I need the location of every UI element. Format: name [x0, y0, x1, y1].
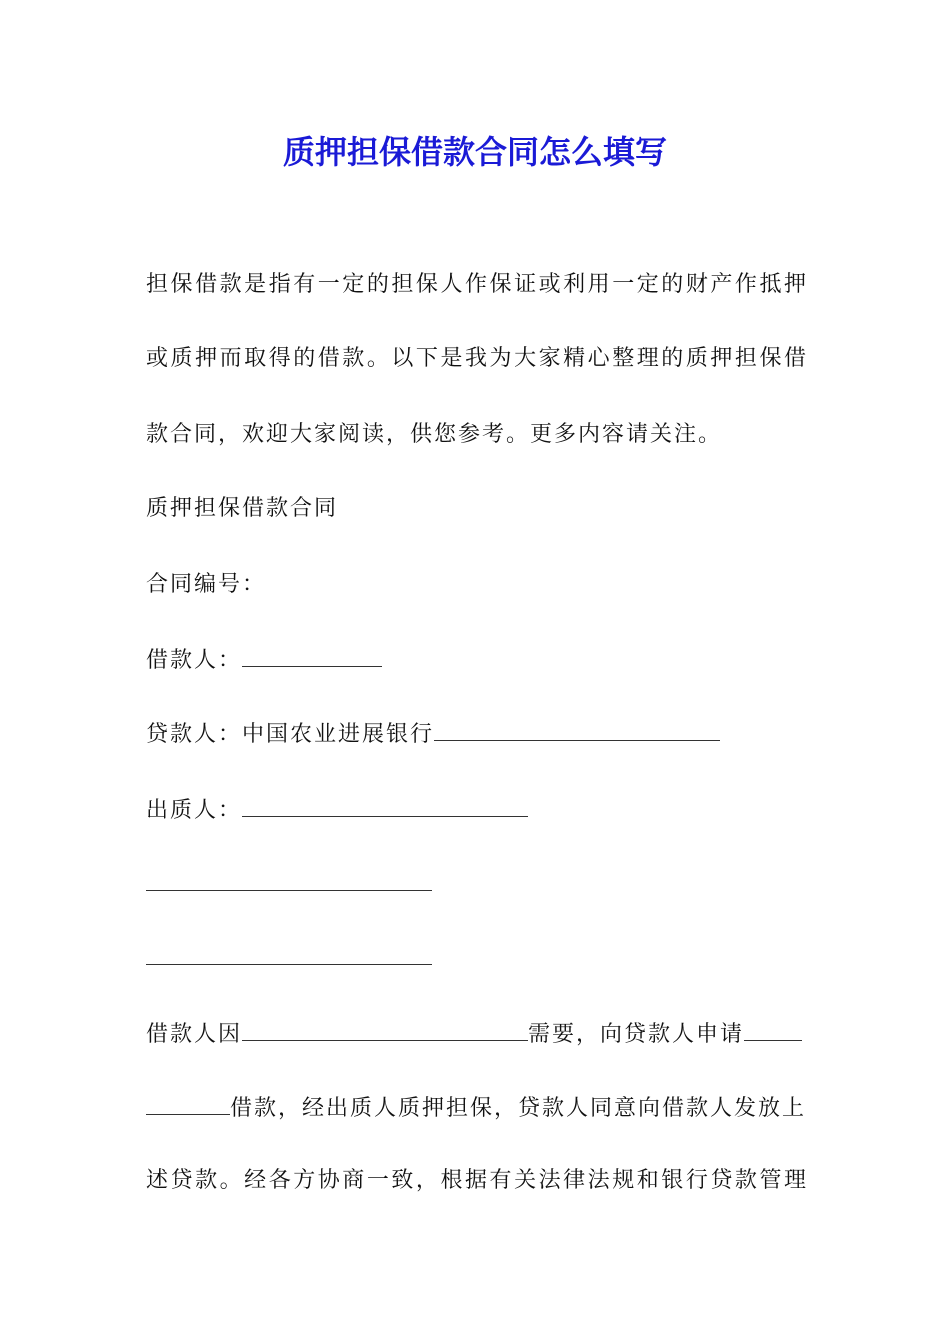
amount-blank [744, 1016, 802, 1041]
borrower-row [146, 642, 806, 678]
lender-blank [434, 716, 720, 741]
amount-blank-cont [146, 1090, 230, 1115]
pledgor-row [146, 792, 806, 828]
lender-label: 贷款人：中国农业进展银行 [146, 722, 435, 747]
body-line-1 [146, 1016, 806, 1052]
intro-line-3: 款合同，欢迎大家阅读，供您参考。更多内容请关注。 [146, 422, 723, 447]
contract-heading: 质押担保借款合同 [146, 496, 339, 521]
intro-line-1: 担保借款是指有一定的担保人作保证或利用一定的财产作抵押 [146, 272, 806, 297]
body-text: 借款人因 [146, 1022, 243, 1047]
body-line-2 [146, 1090, 806, 1126]
contract-number-label: 合同编号： [146, 572, 267, 597]
body-text: 需要，向贷款人申请 [528, 1022, 745, 1047]
fill-blank [146, 866, 432, 891]
body-text: 借款，经出质人质押担保，贷款人同意向借款人发放上 [230, 1096, 807, 1121]
blank-line-1 [146, 866, 806, 902]
pledgor-label: 出质人： [146, 798, 243, 823]
borrower-label: 借款人： [146, 648, 243, 673]
borrower-blank [242, 642, 382, 667]
blank-line-2 [146, 940, 806, 976]
fill-blank [146, 940, 432, 965]
purpose-blank [242, 1016, 528, 1041]
document-title: 质押担保借款合同怎么填写 [282, 133, 667, 171]
pledgor-blank [242, 792, 528, 817]
lender-row [146, 716, 806, 752]
intro-line-2: 或质押而取得的借款。以下是我为大家精心整理的质押担保借 [146, 346, 806, 371]
body-line-3: 述贷款。经各方协商一致，根据有关法律法规和银行贷款管理 [146, 1168, 806, 1193]
